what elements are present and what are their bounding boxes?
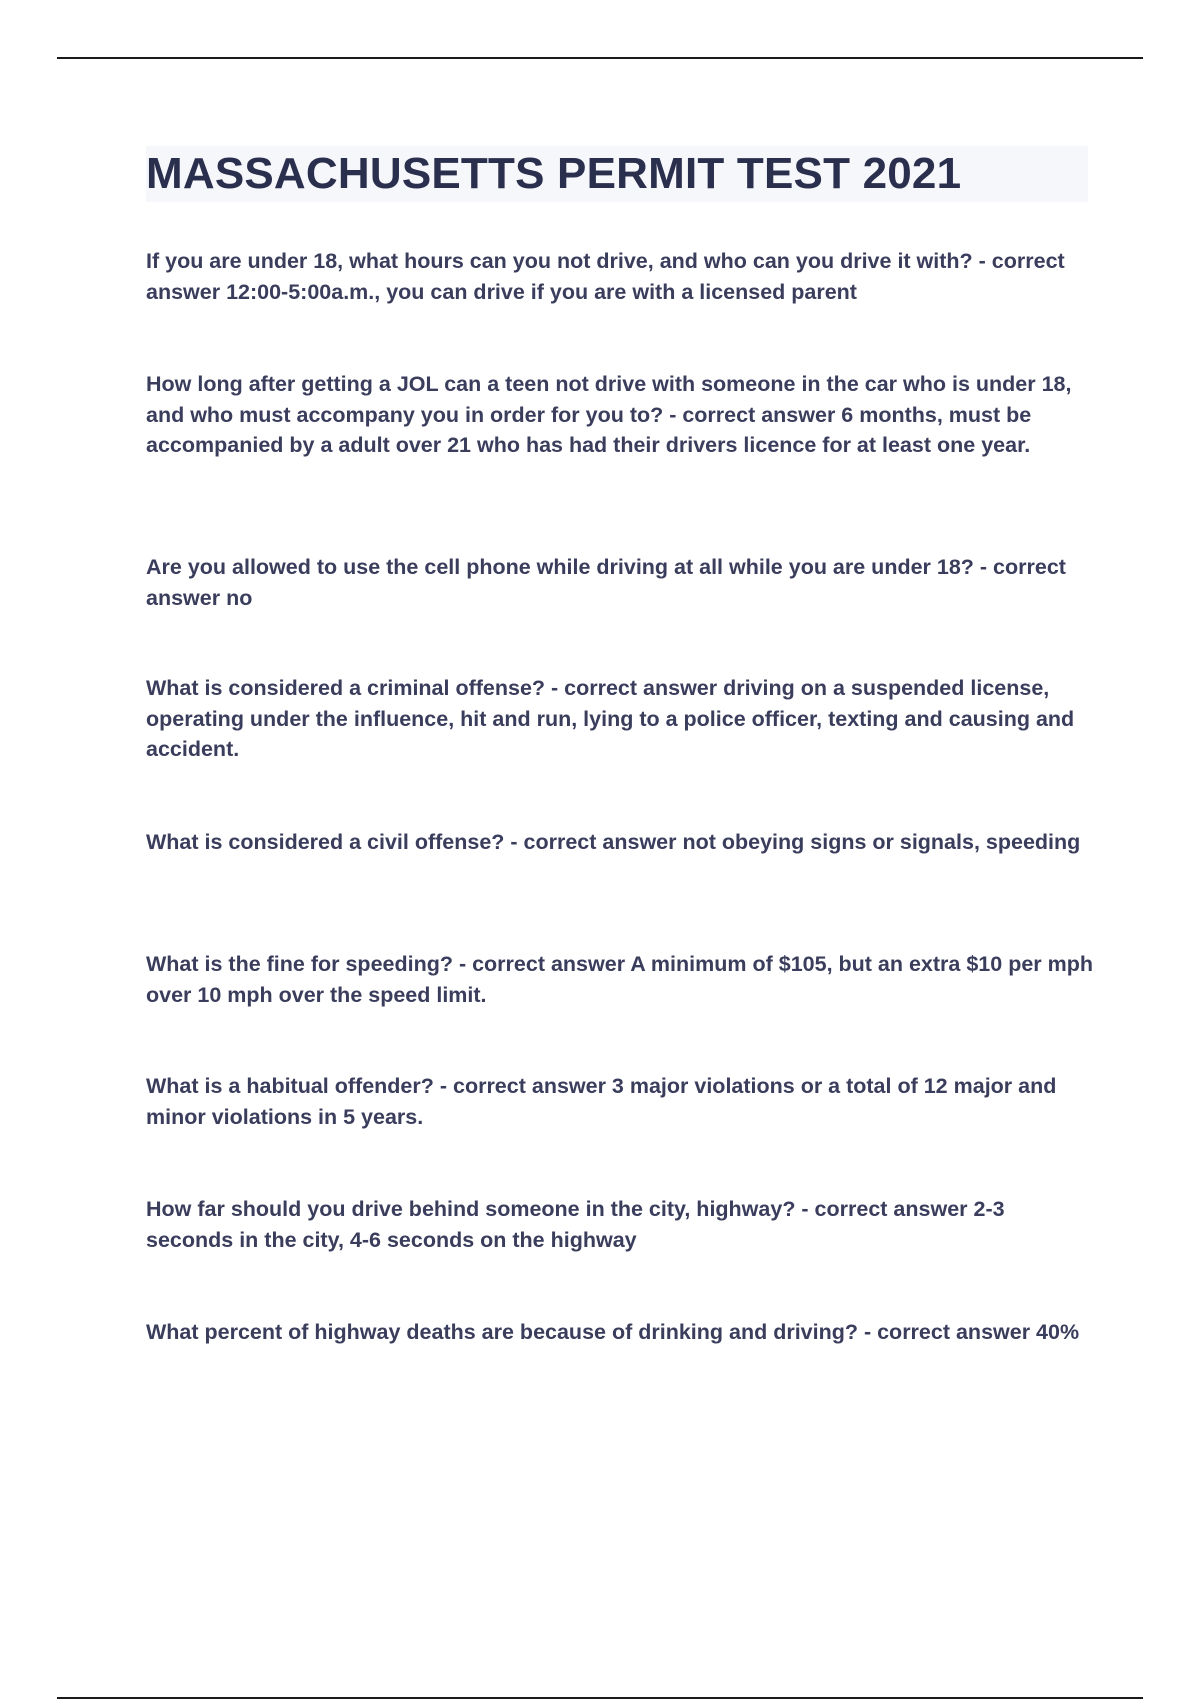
qa-item-7: What is a habitual offender? - correct answer 3 major violations or a total of 12 major and minor violations in 5 years. bbox=[146, 1074, 1057, 1129]
top-rule bbox=[57, 57, 1143, 59]
qa-item-6: What is the fine for speeding? - correct answer A minimum of $105, but an extra $10 per mph over 10 mph over the speed limit. bbox=[146, 952, 1094, 1007]
document-title: MASSACHUSETTS PERMIT TEST 2021 bbox=[146, 149, 962, 198]
bottom-rule bbox=[57, 1697, 1143, 1699]
qa-item-2: How long after getting a JOL can a teen not drive with someone in the car who is under 18, and who must accompany you in order for you to? - correct answer 6 months, must be accompanied by a adult over 21 who has had their drivers licence for at least one year. bbox=[146, 372, 1072, 457]
qa-item-1: If you are under 18, what hours can you not drive, and who can you drive it with? - correct answer 12:00-5:00a.m., you can drive if you are with a licensed parent bbox=[146, 249, 1065, 304]
qa-item-9: What percent of highway deaths are because of drinking and driving? - correct answer 40% bbox=[146, 1320, 1080, 1344]
qa-item-4: What is considered a criminal offense? - correct answer driving on a suspended license, operating under the influence, hit and run, lying to a police officer, texting and causing and accident. bbox=[146, 676, 1075, 761]
qa-item-5: What is considered a civil offense? - correct answer not obeying signs or signals, speeding bbox=[146, 830, 1081, 854]
qa-item-3: Are you allowed to use the cell phone while driving at all while you are under 18? - correct answer no bbox=[146, 555, 1066, 610]
qa-item-8: How far should you drive behind someone in the city, highway? - correct answer 2-3 seconds in the city, 4-6 seconds on the highway bbox=[146, 1197, 1005, 1252]
